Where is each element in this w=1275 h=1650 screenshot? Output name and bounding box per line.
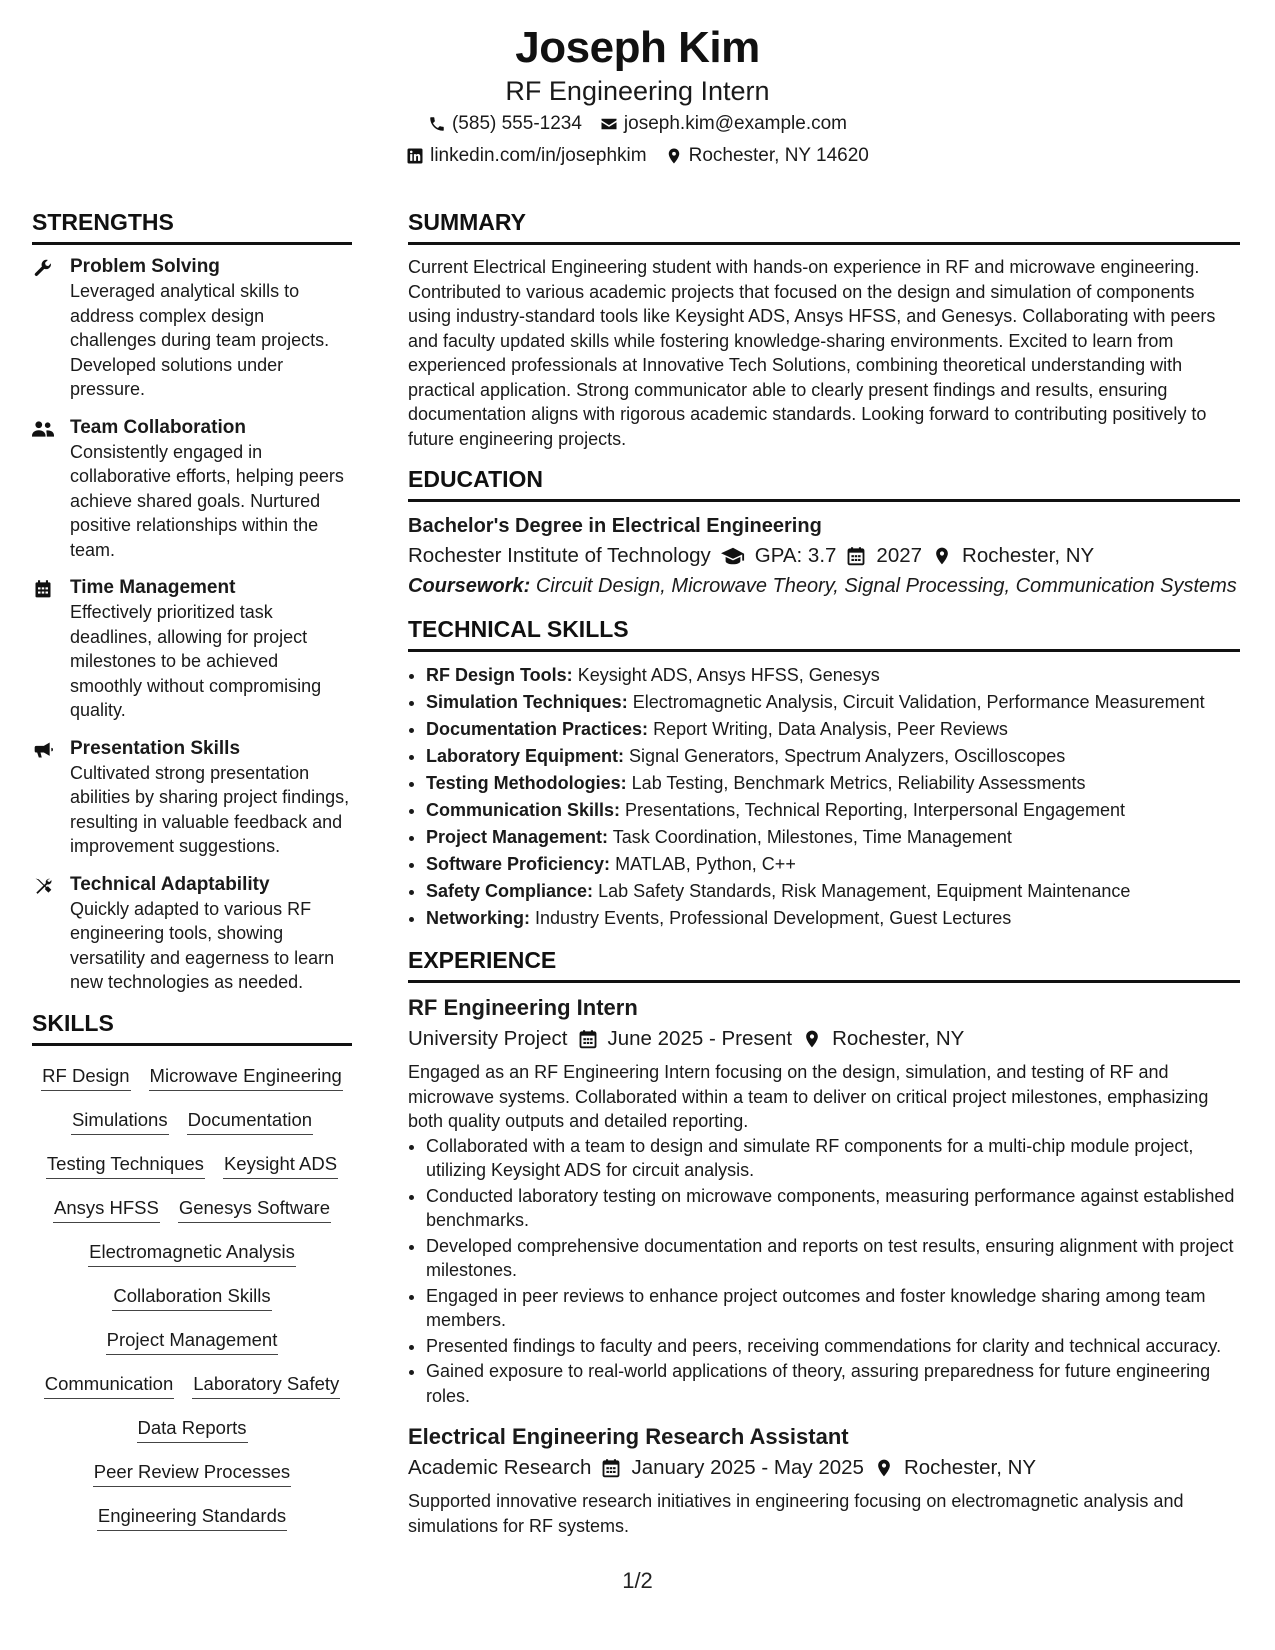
- candidate-title: RF Engineering Intern: [505, 76, 770, 106]
- calendar-icon: [32, 576, 70, 723]
- list-item: [426, 662, 1240, 689]
- linkedin-icon: [406, 147, 424, 165]
- skill-tag: Project Management: [106, 1327, 279, 1355]
- job-entry: [408, 993, 1240, 1408]
- skill-values: Industry Events, Professional Development, Guest Lectures: [535, 908, 1012, 928]
- list-item: [426, 716, 1240, 743]
- skill-category: Simulation Techniques:: [426, 692, 628, 712]
- wrench-icon: [32, 255, 70, 402]
- linkedin-contact[interactable]: [406, 140, 647, 172]
- left-column: [32, 208, 352, 1540]
- skills-heading: SKILLS: [32, 1009, 352, 1046]
- location-text: Rochester, NY 14620: [688, 145, 869, 166]
- list-item: [426, 770, 1240, 797]
- envelope-icon: [600, 115, 618, 133]
- strength-desc: Effectively prioritized task deadlines, allowing for project milestones to be achieved smoothly without compromising quality.: [70, 602, 322, 720]
- strength-item: [32, 576, 352, 723]
- coursework-label: Coursework:: [408, 575, 531, 597]
- list-item: [426, 743, 1240, 770]
- skill-values: Presentations, Technical Reporting, Interpersonal Engagement: [625, 800, 1126, 820]
- list-item: [426, 851, 1240, 878]
- strength-title: Technical Adaptability: [70, 873, 270, 895]
- skill-tag: Communication: [44, 1371, 175, 1399]
- school-location: Rochester, NY: [962, 544, 1095, 567]
- map-pin-icon: [932, 546, 952, 566]
- resume-header: [0, 20, 1275, 172]
- degree-title: Bachelor's Degree in Electrical Engineering: [408, 515, 822, 537]
- job-location: Rochester, NY: [832, 1027, 965, 1050]
- strength-desc: Quickly adapted to various RF engineering tools, showing versatility and eagerness to learn new technologies as needed.: [70, 898, 335, 992]
- strengths-heading: STRENGTHS: [32, 208, 352, 245]
- skill-values: Electromagnetic Analysis, Circuit Validation, Performance Measurement: [632, 692, 1205, 712]
- skill-category: RF Design Tools:: [426, 665, 573, 685]
- list-item: [426, 905, 1240, 932]
- tools-icon: [32, 873, 70, 995]
- skill-values: Task Coordination, Milestones, Time Management: [612, 827, 1012, 847]
- skill-values: Signal Generators, Spectrum Analyzers, Oscilloscopes: [629, 746, 1066, 766]
- skill-tag: Laboratory Safety: [192, 1371, 340, 1399]
- skill-tag: Microwave Engineering: [149, 1063, 343, 1091]
- job-title: Electrical Engineering Research Assistant: [408, 1424, 849, 1449]
- summary-text: Current Electrical Engineering student with hands-on experience in RF and microwave engineering. Contributed to various academic projects that focused on the design and simulation of components using industry-standard tools like Keysight ADS, Ansys HFSS, and Genesys. Collaborating with peers and faculty updated skills while fostering knowledge-sharing environments. Excited to learn from experienced professionals at Innovative Tech Solutions, combining theoretical understanding with practical application. Strong communicator able to clearly present findings and results, ensuring documentation aligns with rigorous academic standards. Looking forward to contributing positively to future engineering projects.: [408, 257, 1216, 449]
- list-item: • Conducted laboratory testing on microwave components, measuring performance against established benchmarks.: [426, 1184, 1240, 1233]
- job-summary: Supported innovative research initiatives in engineering focusing on electromagnetic analysis and simulations for RF systems.: [408, 1491, 1184, 1536]
- job-entry: [408, 1422, 1240, 1538]
- strength-item: [32, 737, 352, 859]
- strength-title: Problem Solving: [70, 256, 220, 277]
- strength-desc: Cultivated strong presentation abilities by sharing project findings, resulting in valuable feedback and improvement suggestions.: [70, 762, 350, 856]
- strength-desc: Consistently engaged in collaborative efforts, helping peers achieve shared goals. Nurtured positive relationships within the team.: [70, 441, 344, 560]
- technical-skills-heading: TECHNICAL SKILLS: [408, 615, 1240, 652]
- education-meta: [408, 540, 1240, 571]
- list-item: • Developed comprehensive documentation and reports on test results, ensuring alignment with project milestones.: [426, 1234, 1240, 1283]
- email-text: joseph.kim@example.com: [623, 113, 848, 134]
- page-number: 1/2: [622, 1568, 653, 1593]
- right-column: [408, 208, 1240, 1538]
- skill-tag: Documentation: [187, 1107, 313, 1135]
- contact-row-2: [0, 140, 1275, 172]
- skill-tag: Peer Review Processes: [93, 1459, 291, 1487]
- skill-category: Documentation Practices:: [426, 719, 649, 739]
- skill-category: Safety Compliance:: [426, 881, 594, 901]
- skill-category: Project Management:: [426, 827, 609, 847]
- graduation-cap-icon: [721, 546, 745, 566]
- calendar-icon: [846, 546, 866, 566]
- megaphone-icon: [32, 737, 70, 859]
- skill-tag: Collaboration Skills: [112, 1283, 271, 1311]
- job-summary: Engaged as an RF Engineering Intern focusing on the design, simulation, and testing of RF and microwave systems. Collaborated within a team to deliver on critical project milestones, emphasizing both quality outputs and detailed reporting.: [408, 1062, 1209, 1131]
- strength-item: [32, 416, 352, 563]
- experience-heading: EXPERIENCE: [408, 946, 1240, 983]
- linkedin-text: linkedin.com/in/josephkim: [430, 145, 647, 166]
- technical-skills-list: [408, 662, 1240, 932]
- map-pin-icon: [665, 147, 683, 165]
- coursework-list: Circuit Design, Microwave Theory, Signal Processing, Communication Systems: [535, 575, 1237, 597]
- list-item: [426, 824, 1240, 851]
- strength-desc: Leveraged analytical skills to address complex design challenges during team projects. Developed solutions under pressure.: [70, 281, 330, 399]
- skill-tag: Data Reports: [137, 1415, 248, 1443]
- location-contact: [665, 140, 869, 172]
- job-dates: January 2025 - May 2025: [631, 1456, 864, 1479]
- job-location: Rochester, NY: [903, 1456, 1037, 1479]
- summary-heading: SUMMARY: [408, 208, 1240, 245]
- list-item: • Collaborated with a team to design and simulate RF components for a multi-chip module project, utilizing Keysight ADS for circuit analysis.: [426, 1134, 1240, 1183]
- skill-tag: Engineering Standards: [97, 1503, 287, 1531]
- job-bullets: [408, 1134, 1240, 1409]
- skill-tag: Ansys HFSS: [53, 1195, 160, 1223]
- skill-tag: Testing Techniques: [46, 1151, 205, 1179]
- candidate-name: Joseph Kim: [515, 23, 760, 72]
- map-pin-icon: [874, 1458, 894, 1478]
- skill-tag: Simulations: [71, 1107, 169, 1135]
- strength-item: [32, 873, 352, 995]
- skill-values: Lab Testing, Benchmark Metrics, Reliability Assessments: [631, 773, 1086, 793]
- job-meta: [408, 1023, 1240, 1054]
- strength-title: Time Management: [70, 577, 236, 598]
- skill-category: Networking:: [426, 908, 531, 928]
- skill-values: MATLAB, Python, C++: [615, 854, 796, 874]
- list-item: [426, 689, 1240, 716]
- strength-title: Team Collaboration: [70, 416, 246, 438]
- phone-text: (585) 555-1234: [451, 113, 582, 134]
- calendar-icon: [601, 1458, 621, 1478]
- strength-title: Presentation Skills: [70, 737, 241, 759]
- map-pin-icon: [802, 1029, 822, 1049]
- coursework: [408, 571, 1240, 601]
- strength-item: [32, 255, 352, 402]
- skill-values: Keysight ADS, Ansys HFSS, Genesys: [577, 665, 880, 685]
- school-name: Rochester Institute of Technology: [408, 544, 711, 567]
- skill-category: Laboratory Equipment:: [426, 746, 625, 766]
- skill-tag: Keysight ADS: [223, 1151, 338, 1179]
- skill-tag: RF Design: [41, 1063, 130, 1091]
- skills-tag-list: [32, 1056, 352, 1540]
- job-meta: [408, 1452, 1240, 1483]
- list-item: [426, 878, 1240, 905]
- skill-category: Testing Methodologies:: [426, 773, 627, 793]
- skill-category: Software Proficiency:: [426, 854, 611, 874]
- list-item: • Gained exposure to real-world applications of theory, assuring preparedness for future engineering roles.: [426, 1359, 1240, 1408]
- list-item: • Engaged in peer reviews to enhance project outcomes and foster knowledge sharing among team members.: [426, 1284, 1240, 1333]
- phone-contact[interactable]: [428, 108, 582, 140]
- users-icon: [32, 416, 70, 563]
- graduation-year: 2027: [876, 544, 923, 567]
- gpa-text: GPA: 3.7: [754, 544, 837, 567]
- skill-category: Communication Skills:: [426, 800, 621, 820]
- skill-tag: Genesys Software: [178, 1195, 331, 1223]
- list-item: • Presented findings to faculty and peers, receiving commendations for clarity and technical accuracy.: [426, 1334, 1240, 1359]
- contact-row-1: [0, 108, 1275, 140]
- job-dates: June 2025 - Present: [607, 1027, 793, 1050]
- skill-values: Lab Safety Standards, Risk Management, Equipment Maintenance: [598, 881, 1131, 901]
- job-org: University Project: [408, 1027, 568, 1050]
- phone-icon: [428, 115, 446, 133]
- email-contact[interactable]: [600, 108, 847, 140]
- skill-tag: Electromagnetic Analysis: [88, 1239, 296, 1267]
- education-heading: EDUCATION: [408, 465, 1240, 502]
- job-org: Academic Research: [408, 1456, 592, 1479]
- list-item: [426, 797, 1240, 824]
- skill-values: Report Writing, Data Analysis, Peer Reviews: [653, 719, 1008, 739]
- calendar-icon: [578, 1029, 598, 1049]
- job-title: RF Engineering Intern: [408, 995, 638, 1020]
